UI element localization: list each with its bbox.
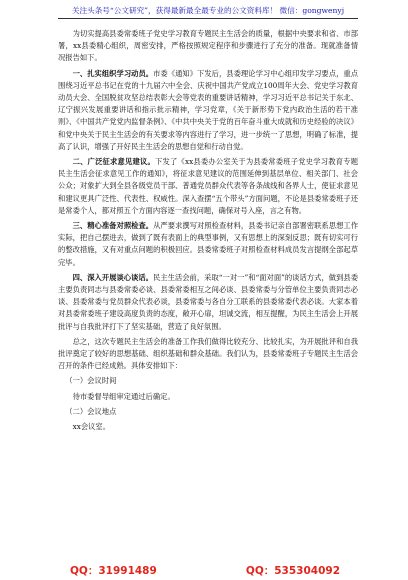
meeting-time-heading: （一）会议时间	[65, 376, 117, 386]
document-body	[58, 28, 358, 436]
intro-paragraph	[58, 28, 358, 65]
section-1-paragraph	[58, 68, 358, 153]
paragraph-text: 总之，这次专题民主生活会的准备工作我们做得比较充分、比较扎实，为开展批评和自我批评奠定了较好的思想基础、组织基础和群众基础。我们认为，县委常委班子专题民主生活会召开的条件已经成熟。具体安排如下：	[58, 336, 358, 371]
header-notice: 关注头条号“公文研究”，获得最新最全最专业的公文资料库！ 微信：gongwenyj	[71, 6, 345, 15]
section-3-heading: 三、精心准备对照检查。	[72, 221, 154, 231]
section-3-paragraph	[58, 220, 358, 269]
paragraph-text: 从严要求撰写对照检查材料，县委书记亲自部署密联系思想工作实际，把自己摆进去，做到了既有表面上的典型事例，又有思想上的深刻反思；既有切实可行的整改措施，又有对重点问题的积极回应。县委常委班子对照检查材料成员发言提纲全部起草完毕。	[58, 221, 359, 267]
meeting-place-value: xx会议室。	[72, 422, 111, 432]
header-divider	[58, 18, 358, 19]
meeting-place-heading: （二）会议地点	[65, 406, 117, 416]
paragraph-text: 为切实提高县委常委班子党史学习教育专题民主生活会的质量，根据中央要求和省、市部署，xx县委精心组织，周密安排，严格按照规定程序和步骤进行了充分的准备。现就准备情况报告如下。	[58, 29, 358, 63]
paragraph-text: 民主生活会前，采取“一对一”和“面对面”的谈话方式，做到县委主要负责同志与县委常委必谈、县委常委相互之间必谈、县委常委与分管单位主要负责同志必谈、县委常委与党员群众代表必谈，县委常委与各自分工联系的县委常委代表必谈。大家本着对县委常委班子建设高度负责的态度，敞开心扉，坦诚交流，相互提醒，为民主生活会上开展批评与自我批评打下了坚实基础，营造了良好氛围。	[58, 272, 359, 331]
paragraph-text: 下发了《xx县委办公室关于为县委常委班子党史学习教育专题民主生活会征求意见工作的通知》，将征求意见建议的范围延伸到基层单位、相关部门、社会公众；对象扩大到全县各级党员干部、普通党员群众代表等各条战线和各界人士，使征求意见和建议更具广泛性、代表性、权威性。深入查摆“五个带头”方面问题，不论是县委常委班子还是常委个人，都对照五个方面内容逐一查找问题，确保对号入座，言之有物。	[58, 157, 358, 215]
section-1-heading: 一、扎实组织学习动员。	[72, 68, 154, 78]
footer-qq-left: QQ：31991489	[70, 565, 157, 577]
section-2-paragraph	[58, 156, 358, 217]
section-4-heading: 四、深入开展谈心谈话。	[72, 272, 153, 282]
footer-contacts	[70, 563, 340, 578]
section-2-heading: 二、广泛征求意见建议。	[72, 157, 155, 167]
paragraph-text: 市委《通知》下发后，县委理论学习中心组印发学习要点，重点围绕习近平总书记在党的十九届六中全会、庆祝中国共产党成立100周年大会、党史学习教育动员大会、全国脱贫攻坚总结表彰大会等党表的重要讲话精神，学习习近平总书记关于东北、辽宁振兴发展重要讲话和指示批示精神，学习党章，《关于新形势下党内政治生活的若干准则》、《中国共产党党内监督条例》、《中共中央关于党的百年奋斗重大成就和历史经验的决议》和党中央关于民主生活会的有关要求等内容进行了学习，进一步统一了思想，明确了标准，提高了认识，增强了开好民主生活会的思想自觉和行动自觉。	[58, 68, 359, 151]
footer-qq-right: QQ：535304092	[245, 565, 340, 577]
summary-paragraph	[58, 336, 358, 373]
section-4-paragraph	[58, 272, 358, 333]
meeting-time-value: 待市委督导组审定通过后确定。	[72, 391, 175, 401]
